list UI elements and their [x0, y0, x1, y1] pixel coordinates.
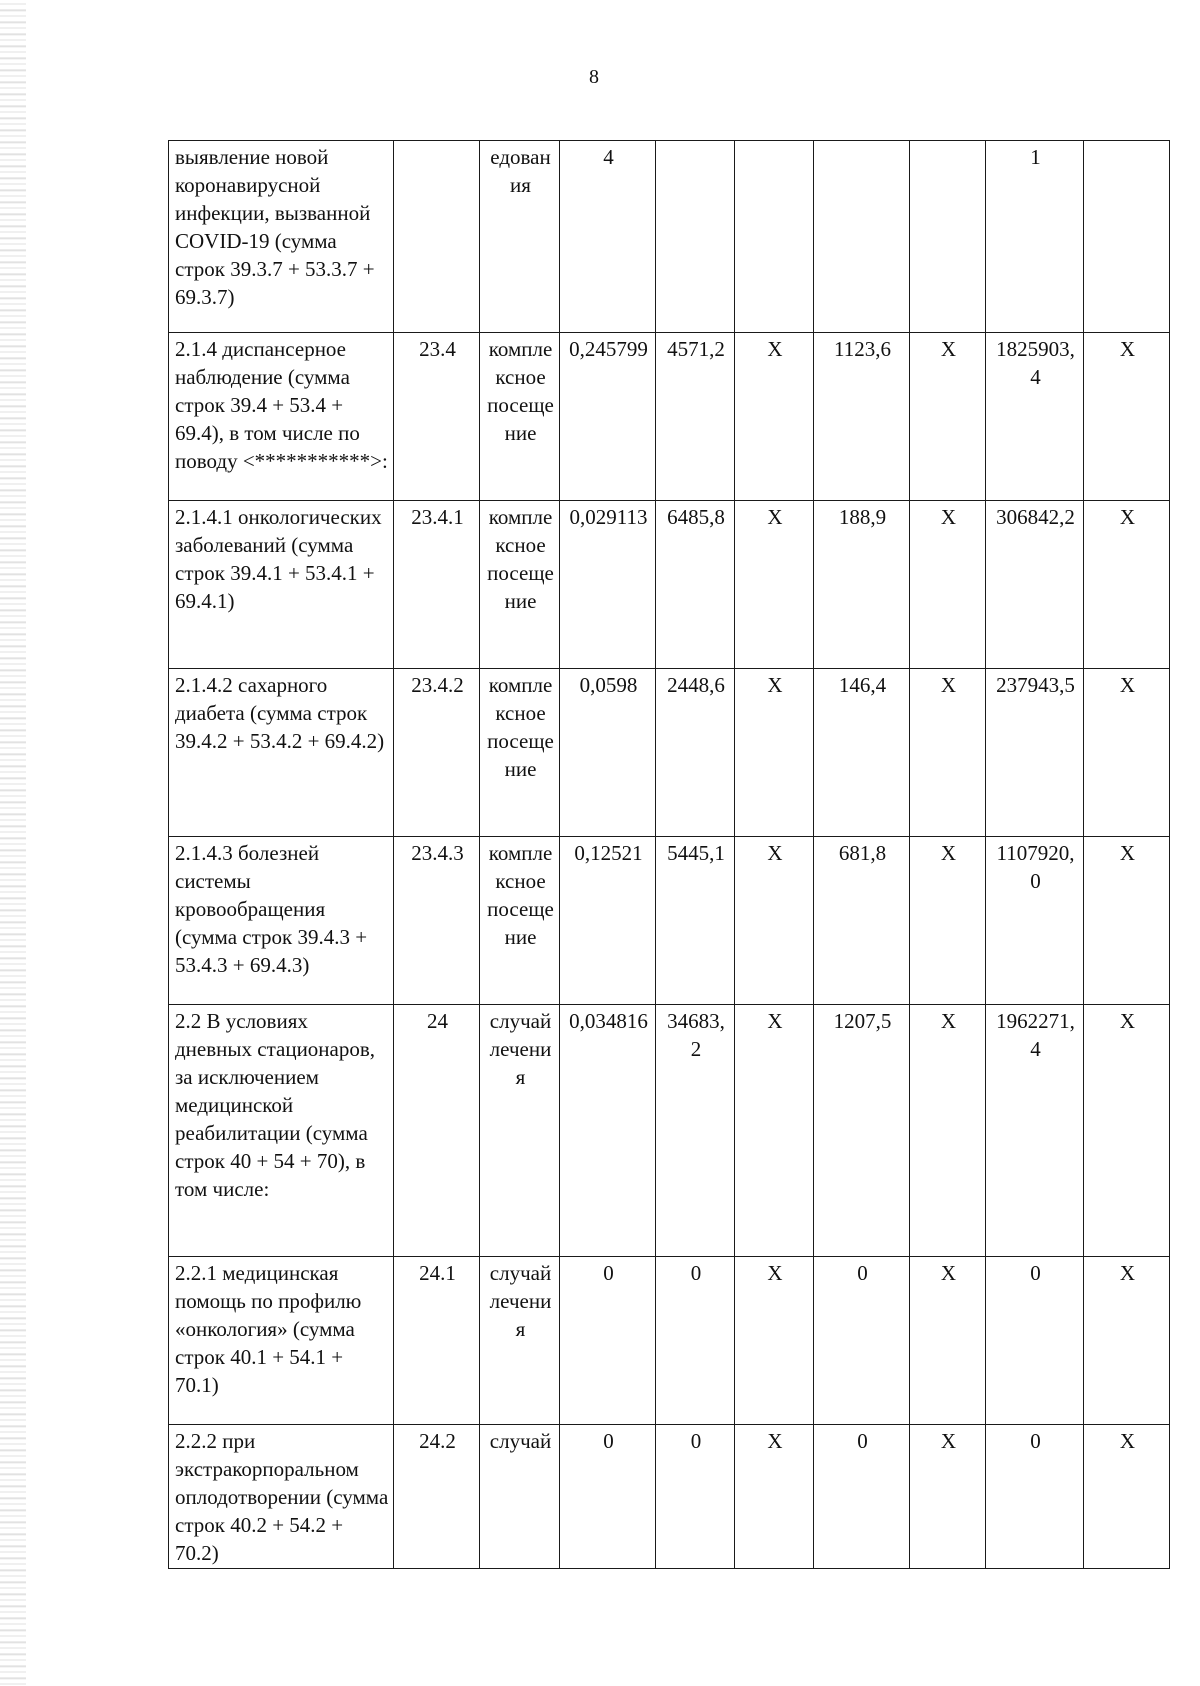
row-col7: 1207,5: [814, 1005, 910, 1257]
row-col8: Х: [910, 1005, 986, 1257]
row-description: 2.1.4.2 сахарного диабета (сумма строк 39.4.2 + 53.4.2 + 69.4.2): [169, 669, 394, 837]
row-description: 2.2 В условиях дневных стационаров, за исключением медицинской реабилитации (сумма строк 40 + 54 + 70), в том числе:: [169, 1005, 394, 1257]
row-col9: 1107920,0: [986, 837, 1084, 1005]
row-col10: Х: [1084, 669, 1170, 837]
row-description: 2.1.4.1 онкологических заболеваний (сумма строк 39.4.1 + 53.4.1 + 69.4.1): [169, 501, 394, 669]
row-volume: 0,0598: [560, 669, 656, 837]
row-cost: [656, 141, 735, 333]
row-col9: 1825903,4: [986, 333, 1084, 501]
row-col9: 1962271,4: [986, 1005, 1084, 1257]
row-col7: 0: [814, 1425, 910, 1569]
row-volume: 0,029113: [560, 501, 656, 669]
row-code: 23.4.2: [394, 669, 480, 837]
row-col10: Х: [1084, 837, 1170, 1005]
row-col7: 146,4: [814, 669, 910, 837]
financing-table: [168, 140, 1170, 1569]
row-col6: Х: [735, 1005, 814, 1257]
row-col10: Х: [1084, 1257, 1170, 1425]
row-col6: Х: [735, 669, 814, 837]
table-row: [169, 1005, 1170, 1257]
table-row: [169, 669, 1170, 837]
row-col6: Х: [735, 333, 814, 501]
row-col7: 188,9: [814, 501, 910, 669]
row-description: 2.2.1 медицинская помощь по профилю «онкология» (сумма строк 40.1 + 54.1 + 70.1): [169, 1257, 394, 1425]
row-unit: едования: [480, 141, 560, 333]
row-col6: Х: [735, 837, 814, 1005]
row-unit: случай лечения: [480, 1257, 560, 1425]
table-row: [169, 837, 1170, 1005]
table-row: [169, 333, 1170, 501]
row-col6: Х: [735, 1257, 814, 1425]
row-col10: Х: [1084, 333, 1170, 501]
row-col9: 306842,2: [986, 501, 1084, 669]
row-col7: [814, 141, 910, 333]
row-cost: 34683,2: [656, 1005, 735, 1257]
table-row: [169, 1425, 1170, 1569]
row-code: 23.4: [394, 333, 480, 501]
row-col9: 0: [986, 1257, 1084, 1425]
row-description: выявление новой коронавирусной инфекции, вызванной COVID-19 (сумма строк 39.3.7 + 53.3.7 + 69.3.7): [169, 141, 394, 333]
table-row: [169, 141, 1170, 333]
row-col9: 237943,5: [986, 669, 1084, 837]
row-unit: комплексное посещение: [480, 837, 560, 1005]
table-row: [169, 501, 1170, 669]
row-cost: 2448,6: [656, 669, 735, 837]
row-col10: Х: [1084, 1425, 1170, 1569]
row-col6: Х: [735, 1425, 814, 1569]
table-row: [169, 1257, 1170, 1425]
row-col8: Х: [910, 333, 986, 501]
row-unit: случай: [480, 1425, 560, 1569]
row-col8: Х: [910, 1257, 986, 1425]
row-cost: 4571,2: [656, 333, 735, 501]
row-col9: 1: [986, 141, 1084, 333]
row-code: 23.4.1: [394, 501, 480, 669]
row-cost: 0: [656, 1425, 735, 1569]
row-col8: [910, 141, 986, 333]
row-volume: 0,12521: [560, 837, 656, 1005]
row-cost: 5445,1: [656, 837, 735, 1005]
row-cost: 0: [656, 1257, 735, 1425]
row-description: 2.2.2 при экстракорпоральном оплодотворении (сумма строк 40.2 + 54.2 + 70.2): [169, 1425, 394, 1569]
row-code: 24: [394, 1005, 480, 1257]
scan-edge-artifact: [0, 0, 26, 1686]
row-col8: Х: [910, 837, 986, 1005]
row-col6: Х: [735, 501, 814, 669]
row-col7: 1123,6: [814, 333, 910, 501]
row-code: 23.4.3: [394, 837, 480, 1005]
row-code: [394, 141, 480, 333]
row-col10: Х: [1084, 501, 1170, 669]
row-unit: случай лечения: [480, 1005, 560, 1257]
row-col10: [1084, 141, 1170, 333]
row-description: 2.1.4.3 болезней системы кровообращения (сумма строк 39.4.3 + 53.4.3 + 69.4.3): [169, 837, 394, 1005]
row-description: 2.1.4 диспансерное наблюдение (сумма строк 39.4 + 53.4 + 69.4), в том числе по поводу <***********>:: [169, 333, 394, 501]
row-unit: комплексное посещение: [480, 501, 560, 669]
row-volume: 0,245799: [560, 333, 656, 501]
row-col6: [735, 141, 814, 333]
row-col8: Х: [910, 1425, 986, 1569]
row-unit: комплексное посещение: [480, 669, 560, 837]
row-volume: 0: [560, 1425, 656, 1569]
row-col7: 681,8: [814, 837, 910, 1005]
row-volume: 0,034816: [560, 1005, 656, 1257]
row-col9: 0: [986, 1425, 1084, 1569]
row-col10: Х: [1084, 1005, 1170, 1257]
row-col8: Х: [910, 501, 986, 669]
row-col7: 0: [814, 1257, 910, 1425]
row-code: 24.2: [394, 1425, 480, 1569]
row-unit: комплексное посещение: [480, 333, 560, 501]
row-volume: 4: [560, 141, 656, 333]
page-number: 8: [589, 66, 599, 88]
row-cost: 6485,8: [656, 501, 735, 669]
row-volume: 0: [560, 1257, 656, 1425]
row-col8: Х: [910, 669, 986, 837]
row-code: 24.1: [394, 1257, 480, 1425]
